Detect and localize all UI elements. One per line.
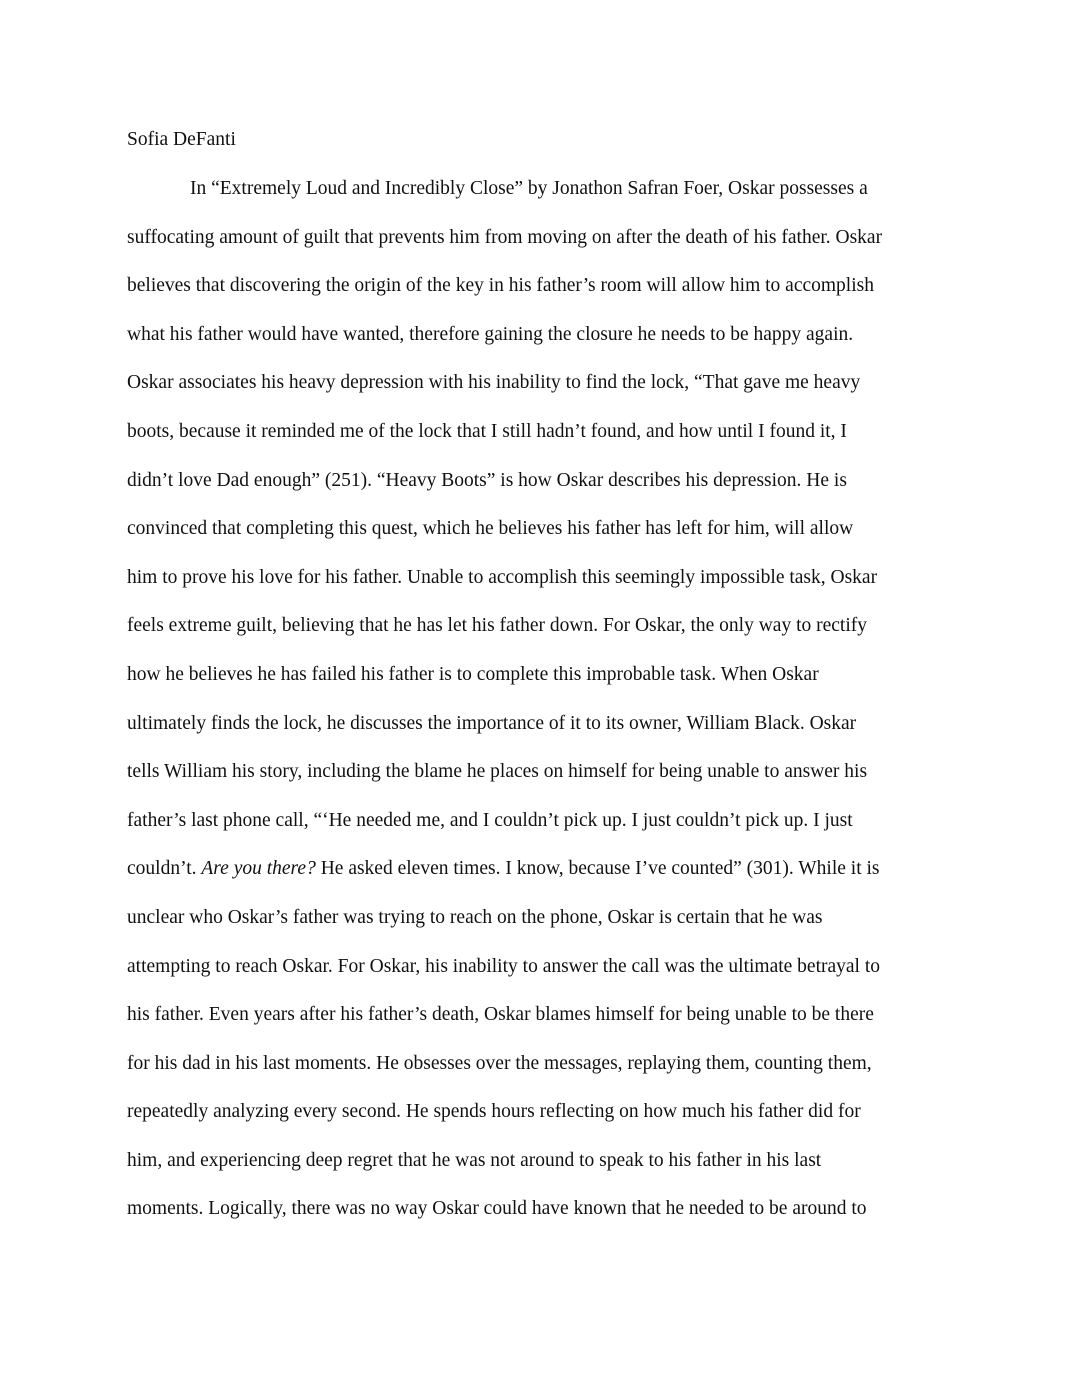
text-line: unclear who Oskar’s father was trying to reach on the phone, Oskar is certain that he was bbox=[127, 906, 823, 928]
text-line: didn’t love Dad enough” (251). “Heavy Boots” is how Oskar describes his depression. He is bbox=[127, 469, 847, 491]
text-line: ultimately finds the lock, he discusses the importance of it to its owner, William Black. Oskar bbox=[127, 712, 857, 734]
text-segment: couldn’t. bbox=[127, 858, 202, 880]
text-line: feels extreme guilt, believing that he has let his father down. For Oskar, the only way to rectify bbox=[127, 615, 868, 637]
text-line: suffocating amount of guilt that prevents him from moving on after the death of his father. Oskar bbox=[127, 226, 883, 248]
text-segment: He asked eleven times. I know, because I’ve counted” (301). While it is bbox=[315, 858, 880, 880]
author-name: Sofia DeFanti bbox=[127, 129, 236, 150]
text-line: Oskar associates his heavy depression with his inability to find the lock, “That gave me heavy bbox=[127, 372, 861, 394]
text-line: how he believes he has failed his father is to complete this improbable task. When Oskar bbox=[127, 663, 819, 685]
text-line: him to prove his love for his father. Unable to accomplish this seemingly impossible task, Oskar bbox=[127, 566, 878, 588]
text-line: what his father would have wanted, therefore gaining the closure he needs to be happy again. bbox=[127, 323, 854, 345]
text-line: moments. Logically, there was no way Oskar could have known that he needed to be around to bbox=[127, 1198, 867, 1220]
text-line bbox=[127, 856, 957, 905]
essay-paragraph bbox=[127, 176, 957, 1245]
italic-quote: Are you there? bbox=[201, 858, 316, 880]
text-line: him, and experiencing deep regret that he was not around to speak to his father in his last bbox=[127, 1149, 822, 1171]
text-line: In “Extremely Loud and Incredibly Close” by Jonathon Safran Foer, Oskar possesses a bbox=[190, 178, 868, 199]
text-line: attempting to reach Oskar. For Oskar, his inability to answer the call was the ultimate betrayal to bbox=[127, 955, 881, 977]
text-line: father’s last phone call, “‘He needed me, and I couldn’t pick up. I just couldn’t pick up. I just bbox=[127, 809, 853, 831]
text-line: repeatedly analyzing every second. He spends hours reflecting on how much his father did for bbox=[127, 1101, 861, 1123]
text-line: believes that discovering the origin of the key in his father’s room will allow him to accomplish bbox=[127, 275, 874, 297]
text-line: his father. Even years after his father’s death, Oskar blames himself for being unable to be there bbox=[127, 1004, 874, 1026]
text-line: convinced that completing this quest, which he believes his father has left for him, will allow bbox=[127, 518, 854, 540]
text-line: tells William his story, including the blame he places on himself for being unable to answer his bbox=[127, 761, 868, 783]
text-line: for his dad in his last moments. He obsesses over the messages, replaying them, counting them, bbox=[127, 1052, 872, 1074]
text-line: boots, because it reminded me of the lock that I still hadn’t found, and how until I found it, I bbox=[127, 420, 847, 442]
